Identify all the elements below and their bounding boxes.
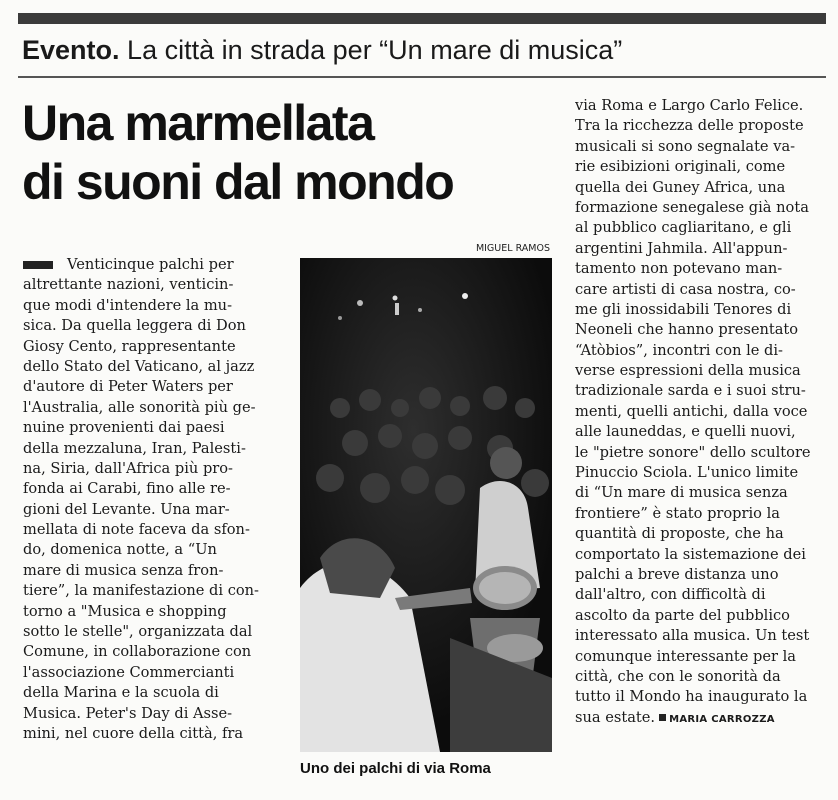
article-line: d'autore di Peter Waters per: [23, 378, 233, 396]
article-line: nuine provenienti dai paesi: [23, 419, 225, 437]
article-left-column: [23, 255, 288, 744]
article-line: Neoneli che hanno presentato: [575, 321, 799, 339]
article-line: l'associazione Commercianti: [23, 663, 235, 681]
article-line: gioni del Levante. Una mar-: [23, 500, 230, 518]
article-line: di “Un mare di musica senza: [575, 484, 788, 502]
article-line: “Atòbios”, incontri con le di-: [575, 341, 783, 359]
article-line: al pubblico cagliaritano, e gli: [575, 219, 792, 237]
article-line: argentini Jahmila. All'appun-: [575, 239, 788, 257]
article-line: na, Siria, dall'Africa più pro-: [23, 459, 233, 477]
article-line: altrettante nazioni, venticin-: [23, 276, 234, 294]
concert-photo-image: [300, 258, 552, 752]
article-line: comunque interessante per la: [575, 647, 796, 665]
photo-credit: MIGUEL RAMOS: [475, 243, 550, 254]
lead-marker: [23, 261, 53, 269]
article-line: me gli inossidabili Tenores di: [575, 300, 792, 318]
article-line: menti, quelli antichi, dalla voce: [575, 402, 808, 420]
article-line: quella dei Guney Africa, una: [575, 178, 786, 196]
headline-line-1: Una marmellata: [22, 95, 374, 151]
article-line: via Roma e Largo Carlo Felice.: [575, 97, 804, 114]
article-line: alle launeddas, e quelli nuovi,: [575, 423, 796, 441]
article-line: città, che con le sonorità da: [575, 667, 781, 685]
top-rule: [18, 13, 826, 24]
article-line: tutto il Mondo ha inaugurato la: [575, 688, 808, 706]
kicker-text: La città in strada per “Un mare di musica”: [127, 35, 623, 65]
byline: MARIA CARROZZA: [669, 713, 775, 725]
article-line: della Marina e la scuola di: [23, 684, 219, 702]
article-line: formazione senegalese già nota: [575, 198, 809, 216]
byline-marker: [659, 714, 666, 721]
article-line: comportato la sistemazione dei: [575, 545, 806, 563]
article-last-line: [575, 708, 831, 728]
article-line: que modi d'intendere la mu-: [23, 296, 233, 314]
kicker-rule: [18, 76, 826, 78]
article-line: do, domenica notte, a “Un: [23, 541, 217, 559]
article-line: care artisti di casa nostra, co-: [575, 280, 796, 298]
headline-line-2: di suoni dal mondo: [22, 154, 454, 210]
article-line: verse espressioni della musica: [575, 362, 801, 380]
article-line: l'Australia, alle sonorità più ge-: [23, 398, 256, 416]
article-line: Giosy Cento, rappresentante: [23, 337, 236, 355]
article-line: rie esibizioni originali, come: [575, 158, 786, 176]
article-line: Pinuccio Sciola. L'unico limite: [575, 464, 799, 482]
article-line: Comune, in collaborazione con: [23, 643, 252, 661]
article-last-line-text: sua estate.: [575, 708, 656, 726]
kicker-label: Evento.: [22, 35, 120, 65]
headline: [22, 94, 562, 212]
article-line: interessato alla musica. Un test: [575, 627, 810, 645]
article-line: quantità di proposte, che ha: [575, 525, 784, 543]
article-line: mini, nel cuore della città, fra: [23, 724, 244, 742]
article-right-column: [575, 96, 831, 728]
article-line: [23, 255, 288, 275]
article-line: tamento non potevano man-: [575, 260, 783, 278]
article-line: le "pietre sonore" dello scultore: [575, 443, 811, 461]
article-line: torno a "Musica e shopping: [23, 602, 227, 620]
article-line: mellata di note faceva da sfon-: [23, 521, 250, 539]
article-line: fonda ai Carabi, fino alle re-: [23, 480, 231, 498]
article-line-text: Venticinque palchi per: [67, 256, 234, 273]
article-line: tiere”, la manifestazione di con-: [23, 582, 259, 600]
kicker: [22, 30, 832, 70]
article-line: della mezzaluna, Iran, Palesti-: [23, 439, 246, 457]
article-line: frontiere” è stato proprio la: [575, 504, 780, 522]
article-line: palchi a breve distanza uno: [575, 565, 779, 583]
article-line: dello Stato del Vaticano, al jazz: [23, 357, 255, 375]
article-line: mare di musica senza fron-: [23, 561, 224, 579]
article-line: Musica. Peter's Day di Asse-: [23, 704, 233, 722]
article-line: sotto le stelle", organizzata dal: [23, 623, 253, 641]
article-line: sica. Da quella leggera di Don: [23, 317, 246, 335]
article-line: ascolto da parte del pubblico: [575, 606, 790, 624]
concert-photo: [300, 258, 552, 752]
article-line: tradizionale sarda e i suoi stru-: [575, 382, 806, 400]
article-line: Tra la ricchezza delle proposte: [575, 117, 804, 135]
article-line: musicali si sono segnalate va-: [575, 137, 796, 155]
photo-caption: Uno dei palchi di via Roma: [300, 760, 491, 777]
article-line: dall'altro, con difficoltà di: [575, 586, 766, 604]
